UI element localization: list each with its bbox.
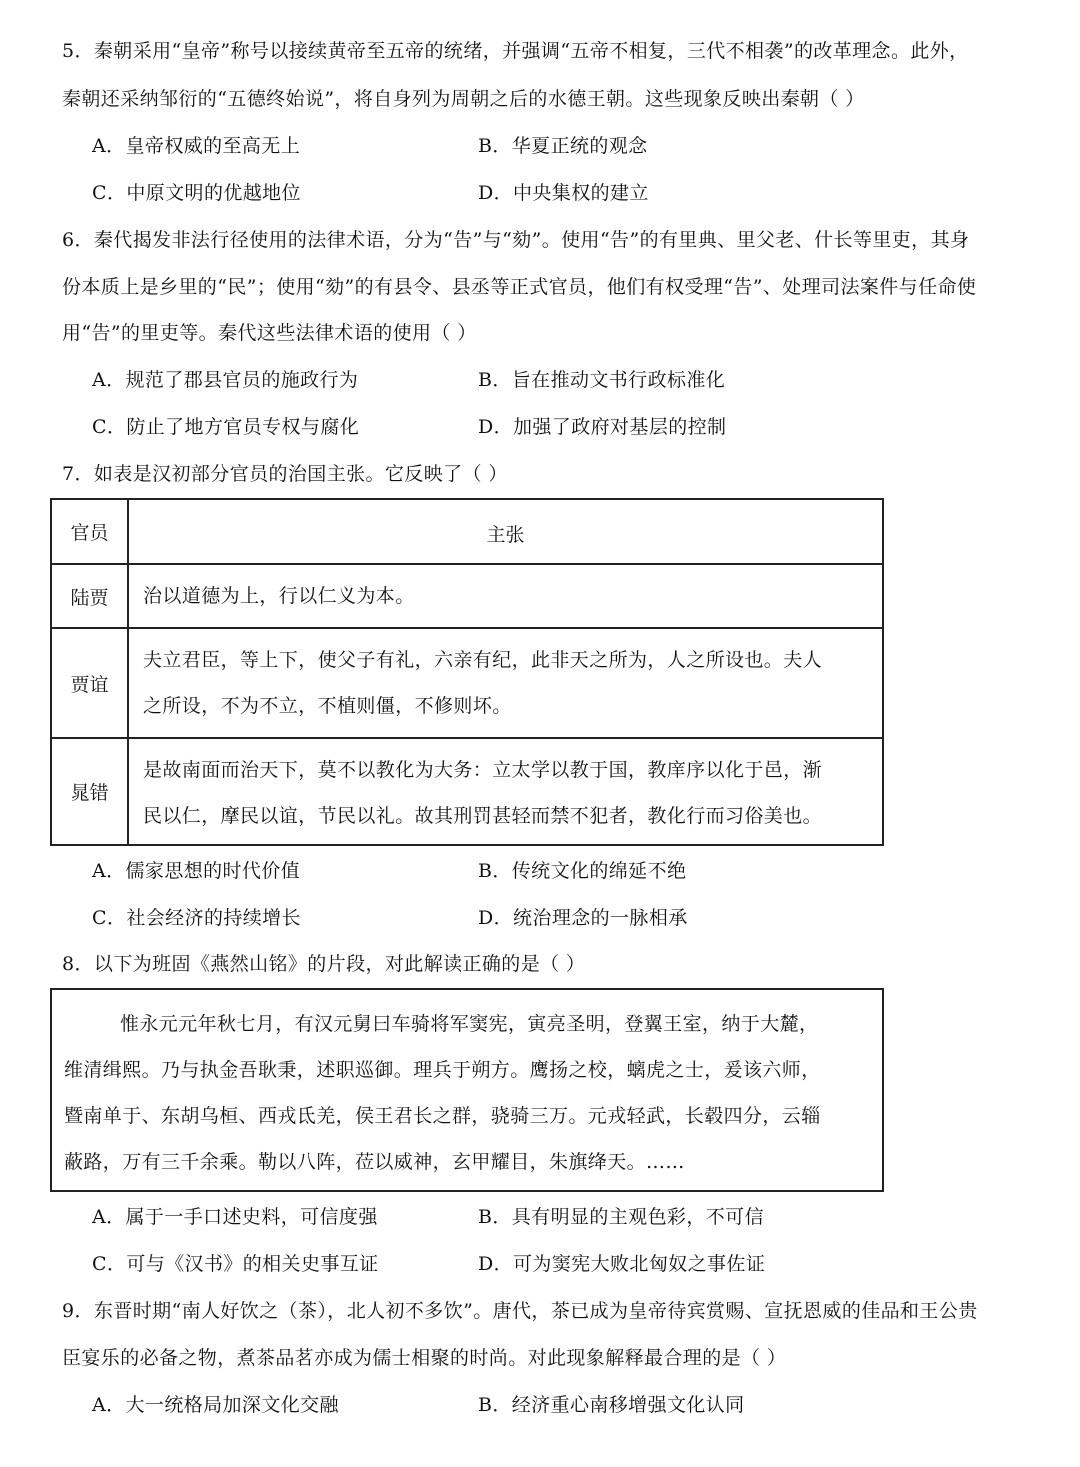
q8-stem: 8．以下为班固《燕然山铭》的片段，对此解读正确的是（ ） (62, 953, 586, 975)
q7-option-d[interactable]: D．统治理念的一脉相承 (478, 907, 688, 929)
q8-option-c[interactable]: C．可与《汉书》的相关史事互证 (92, 1253, 379, 1275)
q5-option-a[interactable]: A．皇帝权威的至高无上 (92, 135, 301, 157)
q6-option-a[interactable]: A．规范了郡县官员的施政行为 (92, 369, 359, 391)
q7-row-view-line1: 夫立君臣，等上下，使父子有礼，六亲有纪，此非天之所为，人之所设也。夫人 (143, 649, 823, 671)
q5-option-d[interactable]: D．中央集权的建立 (478, 182, 649, 204)
q6-option-d[interactable]: D．加强了政府对基层的控制 (478, 416, 727, 438)
q7-row-official: 晁错 (52, 739, 129, 844)
q5-option-b[interactable]: B．华夏正统的观念 (478, 135, 648, 157)
q7-row-view-line1: 治以道德为上，行以仁义为本。 (143, 585, 415, 607)
q6-stem-line2: 份本质上是乡里的“民”；使用“劾”的有县令、县丞等正式官员，他们有权受理“告”、处理司法案件与任命使 (62, 276, 977, 298)
q6-stem-line3: 用“告”的里吏等。秦代这些法律术语的使用（ ） (62, 322, 477, 344)
q9-stem-line2: 臣宴乐的必备之物，煮茶品茗亦成为儒士相聚的时尚。对此现象解释最合理的是（ ） (62, 1347, 787, 1369)
q6-stem-line1: 6．秦代揭发非法行径使用的法律术语，分为“告”与“劾”。使用“告”的有里典、里父老、什长等里吏，其身 (62, 229, 970, 251)
q8-quote-line2: 维清缉熙。乃与执金吾耿秉，述职巡御。理兵于朔方。鹰扬之校，螭虎之士，爰该六师， (64, 1059, 821, 1081)
q7-header-official: 官员 (52, 500, 129, 563)
q7-option-b[interactable]: B．传统文化的绵延不绝 (478, 860, 687, 882)
q5-option-c[interactable]: C．中原文明的优越地位 (92, 182, 301, 204)
q7-table-row (52, 627, 882, 737)
q5-stem-line1: 5．秦朝采用“皇帝”称号以接续黄帝至五帝的统绪，并强调“五帝不相复，三代不相袭”的改革理念。此外， (62, 40, 969, 62)
q8-quote-line4: 蔽路，万有三千余乘。勒以八阵，莅以威神，玄甲耀目，朱旗绛天。…… (64, 1151, 685, 1173)
q6-option-b[interactable]: B．旨在推动文书行政标准化 (478, 369, 726, 391)
q8-option-a[interactable]: A．属于一手口述史料，可信度强 (92, 1206, 378, 1228)
q5-stem-line2: 秦朝还采纳邹衍的“五德终始说”，将自身列为周朝之后的水德王朝。这些现象反映出秦朝（ ） (62, 88, 865, 110)
q7-row-official: 贾谊 (52, 629, 129, 737)
q6-option-c[interactable]: C．防止了地方官员专权与腐化 (92, 416, 360, 438)
q7-option-a[interactable]: A．儒家思想的时代价值 (92, 860, 301, 882)
q8-quote-line1: 惟永元元年秋七月，有汉元舅曰车骑将军窦宪，寅亮圣明，登翼王室，纳于大麓， (120, 1013, 819, 1035)
q9-option-b[interactable]: B．经济重心南移增强文化认同 (478, 1394, 745, 1416)
q7-row-view-line2: 之所设，不为不立，不植则僵，不修则坏。 (143, 695, 512, 717)
q8-option-b[interactable]: B．具有明显的主观色彩，不可信 (478, 1206, 764, 1228)
q7-table-row (52, 737, 882, 844)
q9-option-a[interactable]: A．大一统格局加深文化交融 (92, 1394, 339, 1416)
q7-row-official: 陆贾 (52, 565, 129, 627)
q9-stem-line1: 9．东晋时期“南人好饮之（茶），北人初不多饮”。唐代，茶已成为皇帝待宾赏赐、宣抚恩威的佳品和王公贵 (62, 1300, 978, 1322)
q7-option-c[interactable]: C．社会经济的持续增长 (92, 907, 301, 929)
q7-table-header-row (52, 500, 882, 563)
q7-table-row (52, 563, 882, 627)
q8-quote-line3: 暨南单于、东胡乌桓、西戎氐羌，侯王君长之群，骁骑三万。元戎轻武，长毂四分，云辎 (64, 1105, 821, 1127)
q8-option-d[interactable]: D．可为窦宪大败北匈奴之事佐证 (478, 1253, 766, 1275)
q7-row-view-line2: 民以仁，摩民以谊，节民以礼。故其刑罚甚轻而禁不犯者，教化行而习俗美也。 (143, 805, 823, 827)
q7-header-view: 主张 (486, 524, 525, 546)
q7-stem: 7．如表是汉初部分官员的治国主张。它反映了（ ） (62, 463, 508, 485)
q7-row-view-line1: 是故南面而治天下，莫不以教化为大务：立太学以教于国，教庠序以化于邑，渐 (143, 759, 823, 781)
q7-table (50, 498, 884, 846)
q8-quote-box (50, 988, 884, 1192)
